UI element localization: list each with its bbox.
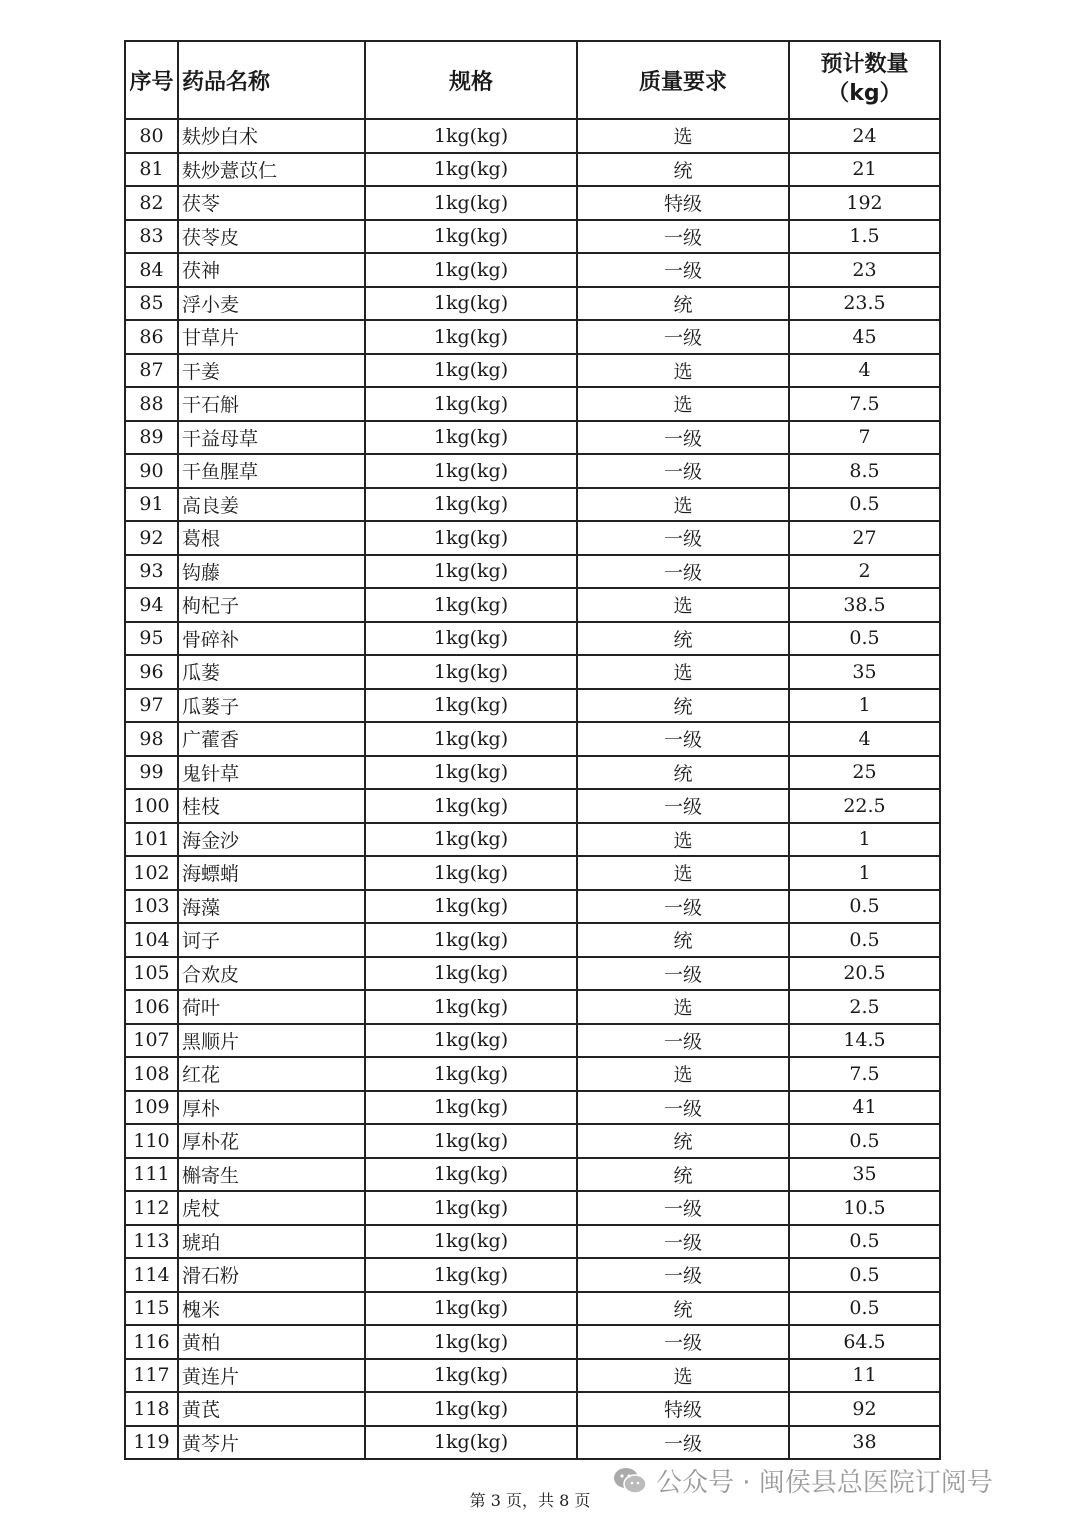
drug-name: 骨碎补	[178, 622, 365, 656]
row-index: 117	[125, 1359, 178, 1393]
row-index: 87	[125, 354, 178, 388]
row-index: 116	[125, 1325, 178, 1359]
drug-name: 桂枝	[178, 789, 365, 823]
spec: 1kg(kg)	[365, 722, 577, 756]
drug-name: 厚朴花	[178, 1124, 365, 1158]
row-index: 99	[125, 756, 178, 790]
spec: 1kg(kg)	[365, 320, 577, 354]
header-index: 序号	[125, 41, 178, 119]
spec: 1kg(kg)	[365, 1191, 577, 1225]
drug-name: 黑顺片	[178, 1024, 365, 1058]
table-row	[125, 689, 940, 723]
table-row	[125, 1325, 940, 1359]
spec: 1kg(kg)	[365, 1158, 577, 1192]
table-row	[125, 1091, 940, 1125]
quantity: 1	[789, 689, 940, 723]
drug-name: 葛根	[178, 521, 365, 555]
drug-name: 瓜蒌子	[178, 689, 365, 723]
header-quality: 质量要求	[577, 41, 789, 119]
drug-name: 黄柏	[178, 1325, 365, 1359]
quality-grade: 统	[577, 923, 789, 957]
table-row	[125, 521, 940, 555]
quantity: 2.5	[789, 990, 940, 1024]
row-index: 106	[125, 990, 178, 1024]
spec: 1kg(kg)	[365, 823, 577, 857]
row-index: 92	[125, 521, 178, 555]
drug-name: 厚朴	[178, 1091, 365, 1125]
spec: 1kg(kg)	[365, 1258, 577, 1292]
row-index: 111	[125, 1158, 178, 1192]
table-row	[125, 153, 940, 187]
quality-grade: 统	[577, 622, 789, 656]
quality-grade: 统	[577, 1124, 789, 1158]
spec: 1kg(kg)	[365, 521, 577, 555]
drug-name: 黄芩片	[178, 1426, 365, 1460]
table-row	[125, 1024, 940, 1058]
quantity: 23	[789, 253, 940, 287]
quality-grade: 选	[577, 1359, 789, 1393]
quality-grade: 一级	[577, 320, 789, 354]
quantity: 0.5	[789, 923, 940, 957]
drug-name: 枸杞子	[178, 588, 365, 622]
row-index: 85	[125, 287, 178, 321]
table-row	[125, 856, 940, 890]
quantity: 64.5	[789, 1325, 940, 1359]
drug-name: 合欢皮	[178, 957, 365, 991]
spec: 1kg(kg)	[365, 153, 577, 187]
quantity: 41	[789, 1091, 940, 1125]
quantity: 192	[789, 186, 940, 220]
drug-name: 干益母草	[178, 421, 365, 455]
drug-name: 钩藤	[178, 555, 365, 589]
quality-grade: 选	[577, 823, 789, 857]
table-row	[125, 555, 940, 589]
drug-name: 海藻	[178, 890, 365, 924]
quantity: 7.5	[789, 1057, 940, 1091]
quality-grade: 一级	[577, 1225, 789, 1259]
quality-grade: 统	[577, 1158, 789, 1192]
drug-name: 鬼针草	[178, 756, 365, 790]
table-row	[125, 454, 940, 488]
drug-name: 红花	[178, 1057, 365, 1091]
quantity: 8.5	[789, 454, 940, 488]
quality-grade: 选	[577, 387, 789, 421]
row-index: 110	[125, 1124, 178, 1158]
spec: 1kg(kg)	[365, 1325, 577, 1359]
spec: 1kg(kg)	[365, 923, 577, 957]
quality-grade: 一级	[577, 1191, 789, 1225]
quantity: 10.5	[789, 1191, 940, 1225]
spec: 1kg(kg)	[365, 1426, 577, 1460]
quality-grade: 一级	[577, 1091, 789, 1125]
row-index: 89	[125, 421, 178, 455]
table-row	[125, 1124, 940, 1158]
drug-name: 海金沙	[178, 823, 365, 857]
table-row	[125, 354, 940, 388]
table-row	[125, 890, 940, 924]
quantity: 0.5	[789, 1258, 940, 1292]
quantity: 7.5	[789, 387, 940, 421]
quality-grade: 选	[577, 1057, 789, 1091]
table-row	[125, 320, 940, 354]
spec: 1kg(kg)	[365, 1225, 577, 1259]
spec: 1kg(kg)	[365, 1057, 577, 1091]
header-drug-name: 药品名称	[178, 41, 365, 119]
watermark-text: 公众号 · 闽侯县总医院订阅号	[656, 1468, 993, 1498]
table-row	[125, 1359, 940, 1393]
row-index: 88	[125, 387, 178, 421]
spec: 1kg(kg)	[365, 454, 577, 488]
row-index: 104	[125, 923, 178, 957]
quantity: 1	[789, 823, 940, 857]
table-row	[125, 588, 940, 622]
quality-grade: 一级	[577, 1426, 789, 1460]
quantity: 11	[789, 1359, 940, 1393]
drug-name: 广藿香	[178, 722, 365, 756]
drug-name: 海螵蛸	[178, 856, 365, 890]
spec: 1kg(kg)	[365, 1392, 577, 1426]
quantity: 22.5	[789, 789, 940, 823]
spec: 1kg(kg)	[365, 354, 577, 388]
drug-name: 高良姜	[178, 488, 365, 522]
quantity: 4	[789, 354, 940, 388]
row-index: 101	[125, 823, 178, 857]
row-index: 113	[125, 1225, 178, 1259]
drug-name: 茯神	[178, 253, 365, 287]
quality-grade: 一级	[577, 555, 789, 589]
quantity: 0.5	[789, 1124, 940, 1158]
quality-grade: 一级	[577, 253, 789, 287]
quality-grade: 一级	[577, 220, 789, 254]
quantity: 35	[789, 1158, 940, 1192]
row-index: 100	[125, 789, 178, 823]
quantity: 0.5	[789, 1292, 940, 1326]
row-index: 118	[125, 1392, 178, 1426]
table-row	[125, 756, 940, 790]
spec: 1kg(kg)	[365, 990, 577, 1024]
row-index: 80	[125, 119, 178, 153]
quality-grade: 特级	[577, 1392, 789, 1426]
page-number: 第 3 页，共 8 页	[469, 1491, 591, 1510]
quality-grade: 统	[577, 756, 789, 790]
quality-grade: 选	[577, 655, 789, 689]
table-header	[125, 41, 940, 119]
spec: 1kg(kg)	[365, 588, 577, 622]
quantity: 35	[789, 655, 940, 689]
spec: 1kg(kg)	[365, 1024, 577, 1058]
quality-grade: 选	[577, 856, 789, 890]
table-row	[125, 488, 940, 522]
quantity: 0.5	[789, 622, 940, 656]
row-index: 91	[125, 488, 178, 522]
header-spec: 规格	[365, 41, 577, 119]
spec: 1kg(kg)	[365, 756, 577, 790]
row-index: 108	[125, 1057, 178, 1091]
quality-grade: 一级	[577, 1024, 789, 1058]
table-row	[125, 186, 940, 220]
quality-grade: 选	[577, 990, 789, 1024]
quality-grade: 一级	[577, 1258, 789, 1292]
drug-name: 黄芪	[178, 1392, 365, 1426]
spec: 1kg(kg)	[365, 119, 577, 153]
row-index: 94	[125, 588, 178, 622]
table-row	[125, 1191, 940, 1225]
spec: 1kg(kg)	[365, 689, 577, 723]
quality-grade: 统	[577, 1292, 789, 1326]
row-index: 105	[125, 957, 178, 991]
table-row	[125, 722, 940, 756]
spec: 1kg(kg)	[365, 555, 577, 589]
spec: 1kg(kg)	[365, 1359, 577, 1393]
drug-name: 槐米	[178, 1292, 365, 1326]
spec: 1kg(kg)	[365, 287, 577, 321]
quality-grade: 一级	[577, 789, 789, 823]
table-row	[125, 253, 940, 287]
quantity: 25	[789, 756, 940, 790]
quantity: 45	[789, 320, 940, 354]
drug-name: 虎杖	[178, 1191, 365, 1225]
drug-name: 瓜蒌	[178, 655, 365, 689]
drug-name: 荷叶	[178, 990, 365, 1024]
quality-grade: 一级	[577, 421, 789, 455]
row-index: 90	[125, 454, 178, 488]
drug-name: 干石斛	[178, 387, 365, 421]
table-row	[125, 287, 940, 321]
table-row	[125, 655, 940, 689]
table-row	[125, 1225, 940, 1259]
quality-grade: 统	[577, 153, 789, 187]
quantity: 2	[789, 555, 940, 589]
row-index: 93	[125, 555, 178, 589]
quality-grade: 一级	[577, 722, 789, 756]
table-row	[125, 1292, 940, 1326]
table-row	[125, 119, 940, 153]
spec: 1kg(kg)	[365, 856, 577, 890]
drug-name: 茯苓	[178, 186, 365, 220]
quality-grade: 选	[577, 119, 789, 153]
quantity: 7	[789, 421, 940, 455]
drug-name: 干鱼腥草	[178, 454, 365, 488]
spec: 1kg(kg)	[365, 421, 577, 455]
quantity: 38	[789, 1426, 940, 1460]
row-index: 95	[125, 622, 178, 656]
drug-name: 黄连片	[178, 1359, 365, 1393]
quality-grade: 一级	[577, 521, 789, 555]
quality-grade: 选	[577, 354, 789, 388]
row-index: 119	[125, 1426, 178, 1460]
quantity: 24	[789, 119, 940, 153]
table-row	[125, 823, 940, 857]
drug-name: 茯苓皮	[178, 220, 365, 254]
quantity: 23.5	[789, 287, 940, 321]
spec: 1kg(kg)	[365, 186, 577, 220]
row-index: 84	[125, 253, 178, 287]
quality-grade: 选	[577, 588, 789, 622]
row-index: 114	[125, 1258, 178, 1292]
drug-name: 浮小麦	[178, 287, 365, 321]
quality-grade: 一级	[577, 1325, 789, 1359]
quality-grade: 一级	[577, 454, 789, 488]
quality-grade: 统	[577, 287, 789, 321]
spec: 1kg(kg)	[365, 622, 577, 656]
drug-name: 诃子	[178, 923, 365, 957]
quality-grade: 选	[577, 488, 789, 522]
quantity: 4	[789, 722, 940, 756]
drug-name: 琥珀	[178, 1225, 365, 1259]
spec: 1kg(kg)	[365, 253, 577, 287]
table-row	[125, 990, 940, 1024]
table-row	[125, 789, 940, 823]
quality-grade: 特级	[577, 186, 789, 220]
row-index: 97	[125, 689, 178, 723]
quality-grade: 统	[577, 689, 789, 723]
drug-name: 麸炒薏苡仁	[178, 153, 365, 187]
quantity: 1	[789, 856, 940, 890]
row-index: 98	[125, 722, 178, 756]
table-row	[125, 957, 940, 991]
spec: 1kg(kg)	[365, 1124, 577, 1158]
table-row	[125, 1426, 940, 1460]
row-index: 112	[125, 1191, 178, 1225]
quality-grade: 一级	[577, 890, 789, 924]
spec: 1kg(kg)	[365, 957, 577, 991]
table-row	[125, 421, 940, 455]
table-row	[125, 1057, 940, 1091]
quality-grade: 一级	[577, 957, 789, 991]
row-index: 102	[125, 856, 178, 890]
spec: 1kg(kg)	[365, 1292, 577, 1326]
spec: 1kg(kg)	[365, 488, 577, 522]
spec: 1kg(kg)	[365, 220, 577, 254]
spec: 1kg(kg)	[365, 890, 577, 924]
quantity: 0.5	[789, 1225, 940, 1259]
header-quantity: 预计数量 （kg）	[789, 41, 940, 119]
spec: 1kg(kg)	[365, 789, 577, 823]
table-row	[125, 1158, 940, 1192]
spec: 1kg(kg)	[365, 1091, 577, 1125]
quantity: 92	[789, 1392, 940, 1426]
quantity: 21	[789, 153, 940, 187]
table-row	[125, 1392, 940, 1426]
drug-name: 甘草片	[178, 320, 365, 354]
quantity: 14.5	[789, 1024, 940, 1058]
drug-name: 干姜	[178, 354, 365, 388]
quantity: 0.5	[789, 890, 940, 924]
row-index: 82	[125, 186, 178, 220]
drug-name: 槲寄生	[178, 1158, 365, 1192]
quantity: 20.5	[789, 957, 940, 991]
table-row	[125, 923, 940, 957]
quantity: 0.5	[789, 488, 940, 522]
quantity: 1.5	[789, 220, 940, 254]
quantity: 27	[789, 521, 940, 555]
row-index: 103	[125, 890, 178, 924]
drug-name: 麸炒白术	[178, 119, 365, 153]
table-row	[125, 622, 940, 656]
drug-name: 滑石粉	[178, 1258, 365, 1292]
table-row	[125, 220, 940, 254]
row-index: 109	[125, 1091, 178, 1125]
drug-table	[124, 40, 941, 1460]
table-row	[125, 1258, 940, 1292]
row-index: 81	[125, 153, 178, 187]
row-index: 83	[125, 220, 178, 254]
quantity: 38.5	[789, 588, 940, 622]
row-index: 86	[125, 320, 178, 354]
row-index: 115	[125, 1292, 178, 1326]
spec: 1kg(kg)	[365, 387, 577, 421]
row-index: 96	[125, 655, 178, 689]
spec: 1kg(kg)	[365, 655, 577, 689]
row-index: 107	[125, 1024, 178, 1058]
table-row	[125, 387, 940, 421]
